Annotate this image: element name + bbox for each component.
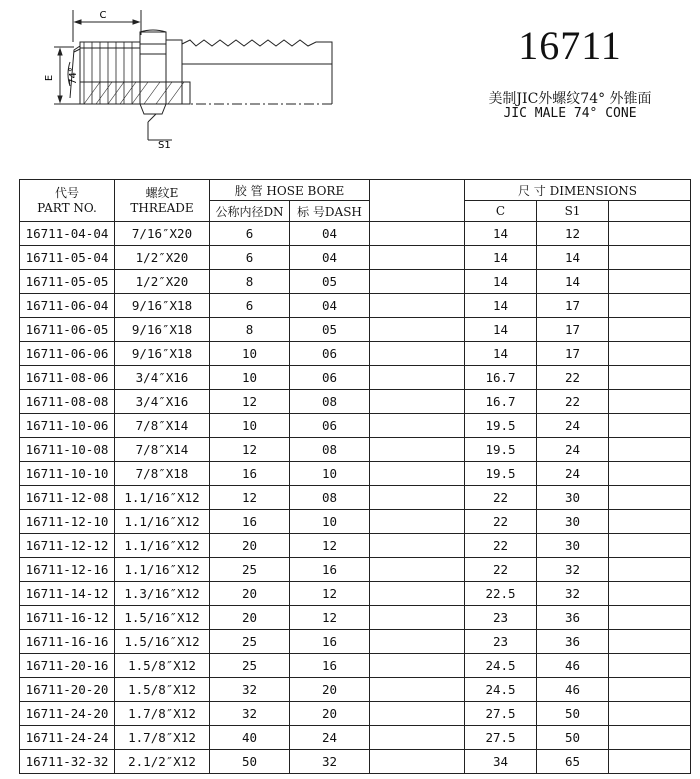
part-number-header-cn: 代号 — [54, 185, 79, 200]
table-row — [20, 702, 691, 726]
blank-cell — [370, 750, 465, 774]
blank-cell — [609, 630, 691, 654]
blank-cell — [609, 702, 691, 726]
s1-cell: 30 — [537, 510, 609, 534]
dash-cell: 06 — [290, 414, 370, 438]
blank-cell — [609, 654, 691, 678]
blank-cell — [609, 510, 691, 534]
table-row — [20, 414, 691, 438]
part-number-cell: 16711-24-24 — [20, 726, 115, 750]
table-row — [20, 558, 691, 582]
dash-cell: 20 — [290, 678, 370, 702]
c-cell: 19.5 — [465, 414, 537, 438]
s1-cell: 32 — [537, 582, 609, 606]
part-number-cell: 16711-20-16 — [20, 654, 115, 678]
s1-cell: 24 — [537, 438, 609, 462]
thread-cell: 1.5/16″X12 — [115, 606, 210, 630]
blank-cell — [370, 342, 465, 366]
dn-cell: 32 — [210, 678, 290, 702]
thread-cell: 2.1/2″X12 — [115, 750, 210, 774]
c-cell: 22 — [465, 510, 537, 534]
table-row — [20, 294, 691, 318]
s1-cell: 14 — [537, 246, 609, 270]
s1-cell: 17 — [537, 294, 609, 318]
part-number-cell: 16711-04-04 — [20, 222, 115, 246]
c-cell: 22 — [465, 534, 537, 558]
dn-cell: 8 — [210, 318, 290, 342]
dn-cell: 20 — [210, 582, 290, 606]
dn-cell: 10 — [210, 414, 290, 438]
part-number-cell: 16711-20-20 — [20, 678, 115, 702]
dash-cell: 08 — [290, 438, 370, 462]
s1-cell: 46 — [537, 678, 609, 702]
hose-bore-header: 胶 管 HOSE BORE — [210, 180, 370, 201]
blank-cell — [370, 606, 465, 630]
thread-cell: 1.1/16″X12 — [115, 510, 210, 534]
part-number-cell: 16711-10-06 — [20, 414, 115, 438]
thread-cell: 1.1/16″X12 — [115, 558, 210, 582]
dash-cell: 04 — [290, 246, 370, 270]
c-cell: 27.5 — [465, 726, 537, 750]
c-header: C — [465, 201, 537, 222]
dash-cell: 12 — [290, 606, 370, 630]
part-number-header-en: PART NO. — [37, 200, 97, 215]
table-row — [20, 342, 691, 366]
thread-cell: 1/2″X20 — [115, 270, 210, 294]
blank-cell — [370, 726, 465, 750]
thread-cell: 7/8″X14 — [115, 438, 210, 462]
dn-cell: 6 — [210, 294, 290, 318]
thread-cell: 9/16″X18 — [115, 342, 210, 366]
blank-cell — [370, 654, 465, 678]
dn-cell: 25 — [210, 558, 290, 582]
table-row — [20, 318, 691, 342]
part-number-cell: 16711-05-05 — [20, 270, 115, 294]
blank-cell — [370, 534, 465, 558]
blank-cell — [370, 246, 465, 270]
blank-cell — [609, 390, 691, 414]
dn-cell: 8 — [210, 270, 290, 294]
s1-cell: 24 — [537, 414, 609, 438]
part-number-cell: 16711-14-12 — [20, 582, 115, 606]
part-number-cell: 16711-12-12 — [20, 534, 115, 558]
blank-cell — [370, 486, 465, 510]
blank-dim-header-cell — [609, 201, 691, 222]
dn-cell: 6 — [210, 222, 290, 246]
part-number-cell: 16711-32-32 — [20, 750, 115, 774]
dn-header: 公称内径DN — [210, 201, 290, 222]
c-cell: 23 — [465, 630, 537, 654]
blank-cell — [609, 366, 691, 390]
blank-cell — [370, 222, 465, 246]
dash-cell: 08 — [290, 486, 370, 510]
part-number-cell: 16711-12-16 — [20, 558, 115, 582]
dash-cell: 06 — [290, 366, 370, 390]
table-row — [20, 582, 691, 606]
s1-cell: 65 — [537, 750, 609, 774]
c-cell: 14 — [465, 294, 537, 318]
blank-cell — [370, 390, 465, 414]
part-number-cell: 16711-06-05 — [20, 318, 115, 342]
product-description-cn: 美制JIC外螺纹74° 外锥面 — [488, 91, 652, 107]
c-cell: 14 — [465, 342, 537, 366]
blank-cell — [370, 318, 465, 342]
dimension-s1-label: S1 — [158, 140, 171, 151]
blank-cell — [609, 294, 691, 318]
blank-cell — [370, 558, 465, 582]
blank-cell — [609, 750, 691, 774]
dn-cell: 10 — [210, 366, 290, 390]
dn-cell: 25 — [210, 630, 290, 654]
dn-cell: 6 — [210, 246, 290, 270]
table-row — [20, 750, 691, 774]
c-cell: 22 — [465, 558, 537, 582]
thread-cell: 1.7/8″X12 — [115, 726, 210, 750]
thread-cell: 9/16″X18 — [115, 294, 210, 318]
dn-cell: 12 — [210, 486, 290, 510]
part-number-header — [20, 180, 115, 222]
thread-cell: 7/8″X14 — [115, 414, 210, 438]
thread-header — [115, 180, 210, 222]
table-row — [20, 462, 691, 486]
blank-cell — [609, 222, 691, 246]
c-cell: 14 — [465, 246, 537, 270]
blank-cell — [609, 486, 691, 510]
thread-cell: 1.5/16″X12 — [115, 630, 210, 654]
c-cell: 27.5 — [465, 702, 537, 726]
dash-cell: 04 — [290, 294, 370, 318]
blank-cell — [370, 462, 465, 486]
s1-cell: 30 — [537, 534, 609, 558]
table-row — [20, 366, 691, 390]
c-cell: 34 — [465, 750, 537, 774]
c-cell: 22.5 — [465, 582, 537, 606]
blank-cell — [370, 582, 465, 606]
table-row — [20, 222, 691, 246]
part-number-cell: 16711-12-10 — [20, 510, 115, 534]
dash-cell: 06 — [290, 342, 370, 366]
c-cell: 14 — [465, 270, 537, 294]
table-row — [20, 246, 691, 270]
c-cell: 19.5 — [465, 438, 537, 462]
table-row — [20, 726, 691, 750]
part-number-cell: 16711-12-08 — [20, 486, 115, 510]
dn-cell: 16 — [210, 462, 290, 486]
s1-cell: 17 — [537, 342, 609, 366]
table-row — [20, 654, 691, 678]
dn-cell: 20 — [210, 534, 290, 558]
blank-cell — [609, 678, 691, 702]
thread-header-cn: 螺纹E — [145, 185, 179, 200]
s1-cell: 36 — [537, 630, 609, 654]
s1-cell: 50 — [537, 726, 609, 750]
dn-cell: 16 — [210, 510, 290, 534]
thread-cell: 3/4″X16 — [115, 390, 210, 414]
table-row — [20, 606, 691, 630]
dash-cell: 16 — [290, 558, 370, 582]
angle-label: 74° — [68, 67, 79, 85]
dn-cell: 25 — [210, 654, 290, 678]
blank-cell — [609, 342, 691, 366]
dash-cell: 05 — [290, 318, 370, 342]
blank-cell — [609, 462, 691, 486]
dn-cell: 50 — [210, 750, 290, 774]
blank-cell — [609, 582, 691, 606]
thread-cell: 1.7/8″X12 — [115, 702, 210, 726]
thread-cell: 1.1/16″X12 — [115, 534, 210, 558]
s1-cell: 30 — [537, 486, 609, 510]
blank-cell — [609, 606, 691, 630]
dn-cell: 10 — [210, 342, 290, 366]
thread-header-en: THREADE — [130, 200, 194, 215]
dash-cell: 20 — [290, 702, 370, 726]
part-number-cell: 16711-05-04 — [20, 246, 115, 270]
part-number-cell: 16711-08-06 — [20, 366, 115, 390]
dn-cell: 20 — [210, 606, 290, 630]
dash-cell: 10 — [290, 462, 370, 486]
thread-cell: 1.3/16″X12 — [115, 582, 210, 606]
blank-cell — [370, 294, 465, 318]
c-cell: 24.5 — [465, 654, 537, 678]
table-row — [20, 438, 691, 462]
dash-header: 标 号DASH — [290, 201, 370, 222]
c-cell: 19.5 — [465, 462, 537, 486]
c-cell: 14 — [465, 222, 537, 246]
part-number-cell: 16711-06-06 — [20, 342, 115, 366]
part-number-cell: 16711-16-12 — [20, 606, 115, 630]
table-row — [20, 390, 691, 414]
dash-cell: 16 — [290, 654, 370, 678]
table-row — [20, 510, 691, 534]
s1-header: S1 — [537, 201, 609, 222]
blank-cell — [370, 270, 465, 294]
dn-cell: 40 — [210, 726, 290, 750]
part-number-cell: 16711-16-16 — [20, 630, 115, 654]
s1-cell: 36 — [537, 606, 609, 630]
dimension-c-label: C — [99, 10, 107, 21]
blank-cell — [370, 510, 465, 534]
blank-cell — [370, 414, 465, 438]
c-cell: 23 — [465, 606, 537, 630]
dn-cell: 32 — [210, 702, 290, 726]
thread-cell: 7/8″X18 — [115, 462, 210, 486]
dash-cell: 32 — [290, 750, 370, 774]
dash-cell: 04 — [290, 222, 370, 246]
dn-cell: 12 — [210, 390, 290, 414]
s1-cell: 12 — [537, 222, 609, 246]
part-number-cell: 16711-10-08 — [20, 438, 115, 462]
table-row — [20, 630, 691, 654]
dash-cell: 05 — [290, 270, 370, 294]
s1-cell: 50 — [537, 702, 609, 726]
dash-cell: 12 — [290, 582, 370, 606]
blank-cell — [370, 366, 465, 390]
dimensions-header: 尺 寸 DIMENSIONS — [465, 180, 691, 201]
c-cell: 16.7 — [465, 366, 537, 390]
blank-header-cell — [370, 180, 465, 222]
dash-cell: 24 — [290, 726, 370, 750]
blank-cell — [609, 726, 691, 750]
s1-cell: 46 — [537, 654, 609, 678]
blank-cell — [609, 438, 691, 462]
c-cell: 14 — [465, 318, 537, 342]
c-cell: 16.7 — [465, 390, 537, 414]
dn-cell: 12 — [210, 438, 290, 462]
thread-cell: 1.1/16″X12 — [115, 486, 210, 510]
thread-cell: 9/16″X18 — [115, 318, 210, 342]
part-number-cell: 16711-08-08 — [20, 390, 115, 414]
product-code: 16711 — [518, 23, 622, 68]
s1-cell: 17 — [537, 318, 609, 342]
thread-cell: 3/4″X16 — [115, 366, 210, 390]
s1-cell: 14 — [537, 270, 609, 294]
blank-cell — [609, 270, 691, 294]
fitting-drawing — [40, 2, 340, 162]
dimension-e-label: E — [44, 74, 55, 82]
blank-cell — [370, 678, 465, 702]
blank-cell — [609, 318, 691, 342]
s1-cell: 22 — [537, 390, 609, 414]
blank-cell — [609, 414, 691, 438]
blank-cell — [609, 534, 691, 558]
table-row — [20, 270, 691, 294]
blank-cell — [609, 246, 691, 270]
blank-cell — [370, 702, 465, 726]
table-row — [20, 534, 691, 558]
s1-cell: 32 — [537, 558, 609, 582]
spec-table — [19, 179, 691, 774]
c-cell: 24.5 — [465, 678, 537, 702]
blank-cell — [370, 630, 465, 654]
c-cell: 22 — [465, 486, 537, 510]
blank-cell — [609, 558, 691, 582]
s1-cell: 24 — [537, 462, 609, 486]
dash-cell: 10 — [290, 510, 370, 534]
dash-cell: 16 — [290, 630, 370, 654]
table-row — [20, 678, 691, 702]
dash-cell: 08 — [290, 390, 370, 414]
header-row-1 — [20, 180, 691, 201]
thread-cell: 1.5/8″X12 — [115, 678, 210, 702]
part-number-cell: 16711-06-04 — [20, 294, 115, 318]
thread-cell: 1.5/8″X12 — [115, 654, 210, 678]
dash-cell: 12 — [290, 534, 370, 558]
thread-cell: 1/2″X20 — [115, 246, 210, 270]
thread-cell: 7/16″X20 — [115, 222, 210, 246]
part-number-cell: 16711-24-20 — [20, 702, 115, 726]
blank-cell — [370, 438, 465, 462]
part-number-cell: 16711-10-10 — [20, 462, 115, 486]
s1-cell: 22 — [537, 366, 609, 390]
product-description-en: JIC MALE 74° CONE — [503, 106, 637, 121]
table-row — [20, 486, 691, 510]
